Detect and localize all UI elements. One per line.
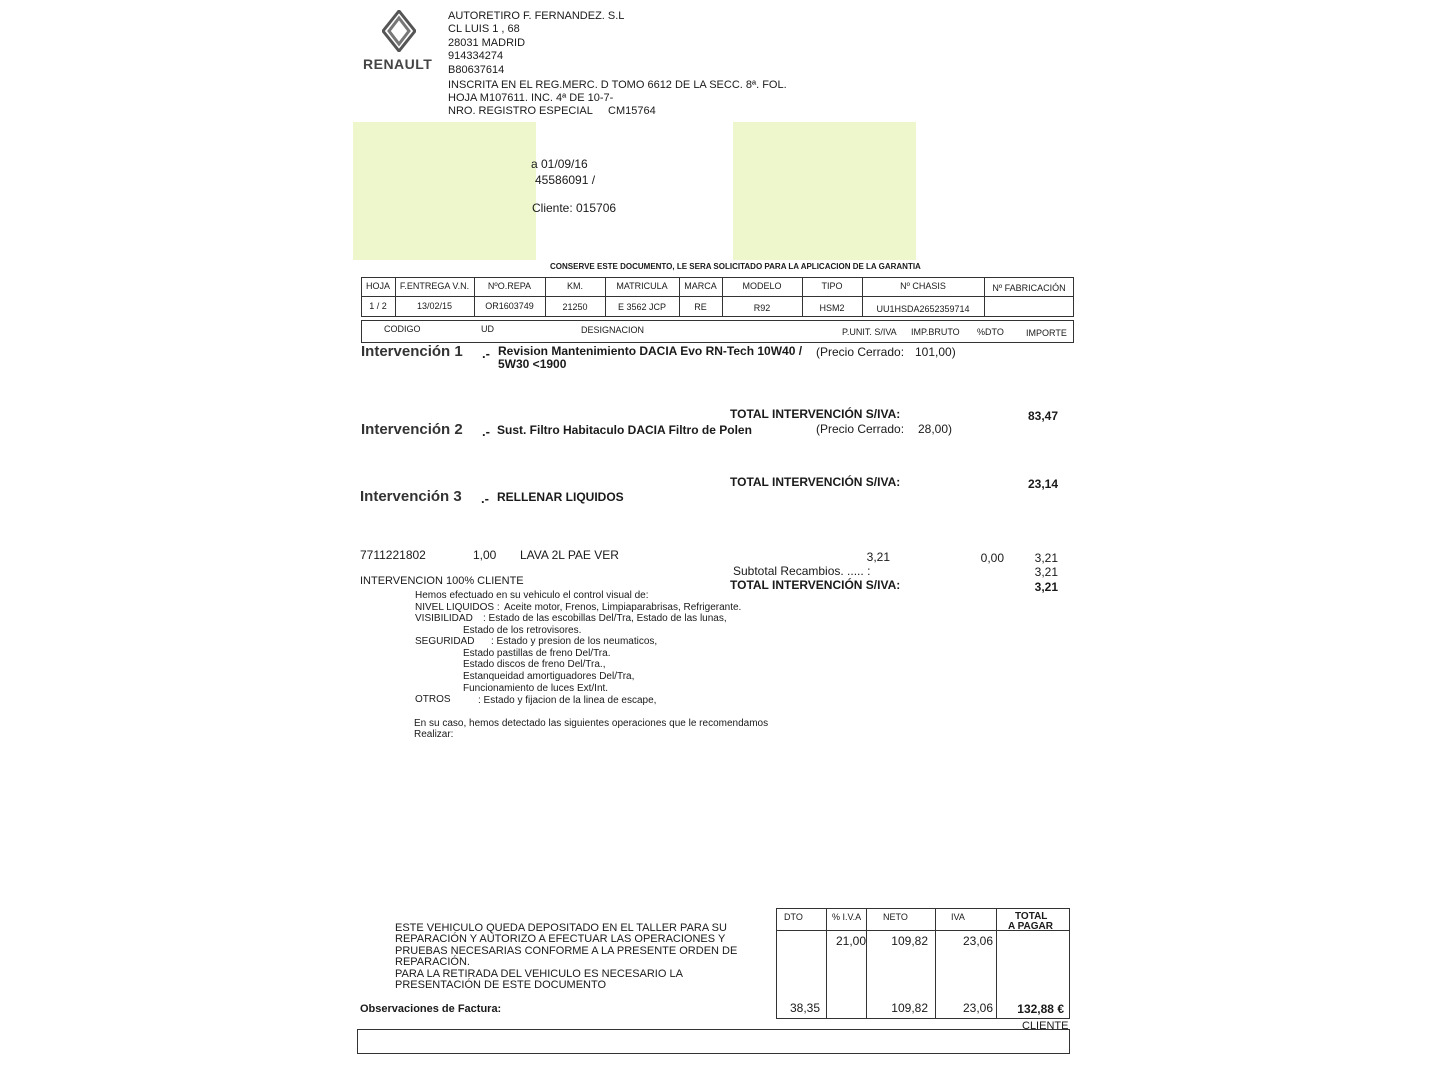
deposit-notice-6: PRESENTACIÓN DE ESTE DOCUMENTO [395,979,607,991]
brand-wordmark: RENAULT [363,56,433,72]
client-number: 015706 [576,201,617,215]
items-header-designacion: DESIGNACION [581,325,645,335]
company-registry-1: INSCRITA EN EL REG.MERC. D TOMO 6612 DE LA SECC. 8ª. FOL. [448,79,787,91]
recommend-line-1: En su caso, hemos detectado las siguientes operaciones que le recomendamos [414,718,769,729]
redacted-area-left [353,122,536,260]
guarantee-note: CONSERVE ESTE DOCUMENTO, LE SERA SOLICITADO PARA LA APLICACION DE LA GARANTIA [550,262,921,271]
line-item-dto: 0,00 [980,551,1004,565]
observations-label: Observaciones de Factura: [360,1003,502,1015]
deposit-notice-5: PARA LA RETIRADA DEL VEHICULO ES NECESARIO LA [395,968,683,980]
items-header-punit: P.UNIT. S/IVA [842,327,897,337]
invoice-number: 45586091 / [535,173,596,187]
intervention-3-desc-1: RELLENAR LIQUIDOS [497,490,624,504]
intervention-1-total-label: TOTAL INTERVENCIÓN S/IVA: [730,407,901,421]
vt-header-modelo: MODELO [742,281,782,291]
checklist-seg-text-1: : Estado y presion de los neumaticos, [491,636,658,647]
intervention-2-label: Intervención 2 [361,421,463,438]
vt-header-matricula: MATRICULA [616,281,668,291]
company-phone: 914334274 [448,50,504,62]
company-registry-2: HOJA M107611. INC. 4ª DE 10-7- [448,92,614,104]
deposit-notice-2: REPARACIÓN Y AUTORIZO A EFECTUAR LAS OPERACIONES Y [395,933,726,945]
checklist-intro: Hemos efectuado en su vehiculo el control visual de: [415,590,649,601]
intervention-2-price: 28,00) [918,422,953,436]
line-item-code: 7711221802 [360,548,426,562]
vt-value-km: 21250 [562,302,588,312]
deposit-notice-3: PRUEBAS NECESARIAS CONFORME A LA PRESENTE ORDEN DE [395,945,738,957]
client-intervention-note: INTERVENCION 100% CLIENTE [360,575,524,587]
intervention-3-bullet: .- [481,491,489,506]
intervention-1-desc-1: Revision Mantenimiento DACIA Evo RN-Tech 10W40 / [498,344,803,358]
redacted-area-right [733,122,916,260]
company-address: CL LUIS 1 , 68 [448,23,520,35]
vt-header-fentrega: F.ENTREGA V.N. [399,281,470,291]
intervention-3-total-label: TOTAL INTERVENCIÓN S/IVA: [730,578,901,592]
recommend-line-2: Realizar: [414,729,454,740]
checklist-seg-label: SEGURIDAD [415,636,475,647]
totals-header-iva-pct: % I.V.A [832,912,862,922]
company-name: AUTORETIRO F. FERNANDEZ. S.L [448,10,625,22]
company-cif: B80637614 [448,64,505,76]
checklist-nivel-label: NIVEL LIQUIDOS : [415,602,500,613]
totals-r1-iva-pct: 21,00 [835,934,866,948]
totals-header-neto: NETO [883,912,908,922]
items-header-bar [361,320,1074,343]
checklist-otros-label: OTROS [415,694,451,705]
subtotal-value: 3,21 [1034,565,1058,579]
intervention-2-total: 23,14 [1027,477,1058,491]
intervention-2-total-label: TOTAL INTERVENCIÓN S/IVA: [730,475,901,489]
vt-value-marca: RE [694,302,707,312]
vt-header-km: KM. [566,281,583,291]
vt-value-hoja: 1 / 2 [369,301,387,311]
totals-r2-total: 132,88 € [1017,1002,1064,1016]
totals-r2-iva: 23,06 [962,1001,993,1015]
deposit-notice-1: ESTE VEHICULO QUEDA DEPOSITADO EN EL TALLER PARA SU [395,922,727,934]
totals-header-total-2: A PAGAR [1008,921,1053,932]
intervention-3-total: 3,21 [1034,580,1058,594]
checklist-nivel-text: Aceite motor, Frenos, Limpiaparabrisas, Refrigerante. [504,602,742,613]
special-registry-number: CM15764 [608,105,656,117]
vt-value-tipo: HSM2 [819,303,845,313]
deposit-notice-4: REPARACIÓN. [395,956,470,968]
vt-header-hoja: HOJA [365,281,390,291]
totals-header-iva: IVA [951,912,965,922]
line-item-unit: 3,21 [866,550,890,564]
client-label: Cliente: [532,201,573,215]
totals-r1-iva: 23,06 [962,934,993,948]
copy-label: CLIENTE [1022,1020,1069,1032]
items-header-impbruto: IMP.BRUTO [911,327,960,337]
vt-value-chasis: UU1HSDA2652359714 [876,304,970,314]
vt-header-chasis: Nº CHASIS [900,281,946,291]
checklist-seg-text-5: Funcionamiento de luces Ext/Int. [463,683,609,694]
line-item-desc: LAVA 2L PAE VER [520,548,619,562]
special-registry-label: NRO. REGISTRO ESPECIAL [448,105,593,117]
checklist-seg-text-2: Estado pastillas de freno Del/Tra. [463,648,611,659]
items-header-ud: UD [481,324,494,334]
checklist-otros-text: : Estado y fijacion de la linea de escape, [478,695,657,706]
intervention-2-bullet: .- [482,424,490,439]
line-item-qty: 1,00 [473,548,497,562]
checklist-seg-text-3: Estado discos de freno Del/Tra., [463,659,606,670]
checklist-visib-text-2: Estado de los retrovisores. [463,625,582,636]
vt-value-modelo: R92 [753,303,771,313]
vt-value-fentrega: 13/02/15 [416,301,453,311]
vt-header-orepa: NºO.REPA [487,281,532,291]
intervention-1-label: Intervención 1 [361,343,463,360]
invoice-date: a 01/09/16 [531,157,588,171]
vt-header-tipo: TIPO [821,281,843,291]
checklist-visib-text-1: : Estado de las escobillas Del/Tra, Estado de las lunas, [483,613,727,624]
items-header-importe: IMPORTE [1026,328,1067,338]
items-header-dto: %DTO [977,327,1004,337]
footer-box [357,1029,1070,1054]
totals-r2-dto: 38,35 [789,1001,820,1015]
vt-value-orepa: OR1603749 [485,301,534,311]
checklist-visib-label: VISIBILIDAD [415,613,473,624]
company-city: 28031 MADRID [448,37,526,49]
items-header-codigo: CODIGO [384,324,421,334]
totals-r2-neto: 109,82 [891,1001,928,1015]
vt-value-matricula: E 3562 JCP [617,302,667,312]
totals-r1-neto: 109,82 [891,934,928,948]
intervention-2-desc-1: Sust. Filtro Habitaculo DACIA Filtro de Polen [497,423,752,437]
intervention-1-bullet: .- [482,346,490,361]
renault-logo-icon [382,10,416,52]
totals-header-dto: DTO [784,912,803,922]
vt-header-fabricacion: Nº FABRICACIÓN [992,283,1066,293]
intervention-3-label: Intervención 3 [360,488,462,505]
intervention-1-desc-2: 5W30 <1900 [498,357,567,371]
checklist-seg-text-4: Estanqueidad amortiguadores Del/Tra, [463,671,635,682]
intervention-1-total: 83,47 [1027,409,1058,423]
intervention-1-price: 101,00) [915,345,956,359]
intervention-2-price-label: (Precio Cerrado: [816,422,905,436]
totals-header-total-1: TOTAL [1015,911,1048,922]
intervention-1-price-label: (Precio Cerrado: [816,345,905,359]
subtotal-label: Subtotal Recambios. ..... : [733,564,871,578]
vt-header-marca: MARCA [684,281,717,291]
line-item-importe: 3,21 [1034,551,1058,565]
